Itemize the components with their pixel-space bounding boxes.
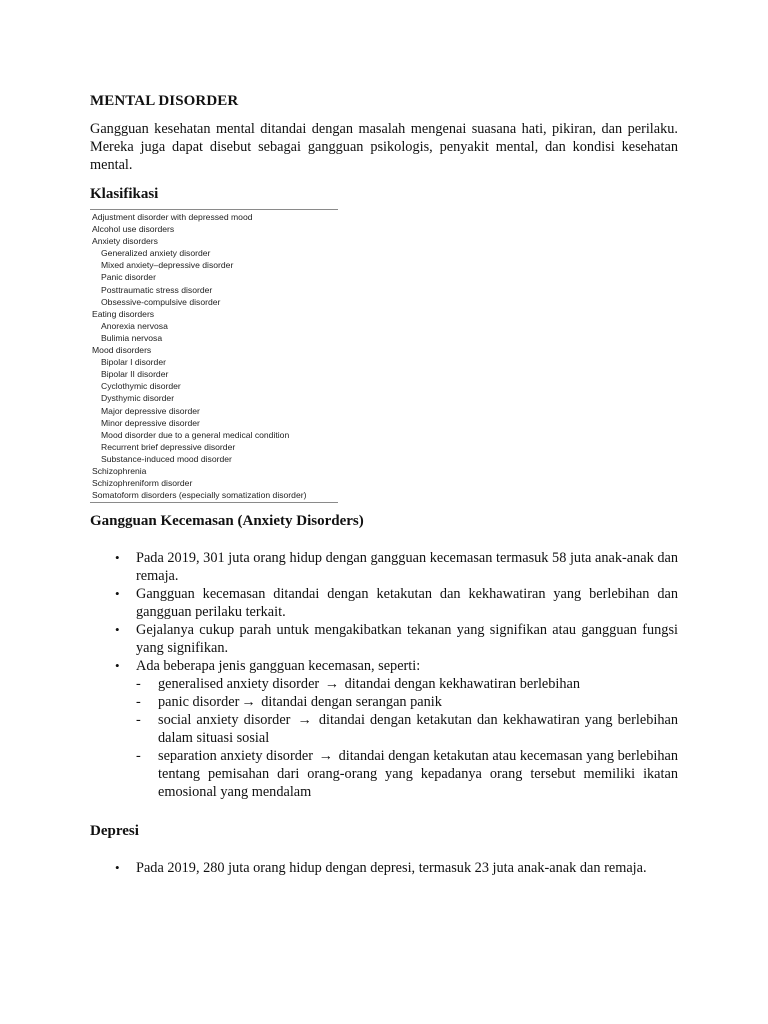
classification-subitem: Major depressive disorder	[101, 405, 200, 416]
bullet-icon: •	[115, 586, 120, 602]
anxiety-types-list	[136, 675, 678, 801]
list-item	[90, 585, 678, 621]
anxiety-type-item	[136, 711, 678, 747]
classification-subitem: Recurrent brief depressive disorder	[101, 441, 236, 452]
classification-item: Mood disorders	[92, 345, 152, 356]
dash-marker: -	[136, 712, 141, 729]
bullet-text: Gejalanya cukup parah untuk mengakibatkan tekanan yang signifikan atau gangguan fungsi yang signifikan.	[136, 622, 678, 657]
arrow-right-icon: →	[324, 676, 340, 693]
list-item	[90, 549, 678, 585]
anxiety-type-name: social anxiety disorder	[158, 712, 291, 729]
anxiety-type-description: ditandai dengan ketakutan atau kecemasan yang berlebihan tentang pemisahan dari orang-orang yang kepadanya orang tersebut memiliki ikatan emosional yang mendalam	[158, 748, 678, 801]
anxiety-type-description: ditandai dengan serangan panik	[261, 694, 442, 711]
dash-marker: -	[136, 694, 141, 711]
bullet-icon: •	[115, 622, 120, 638]
arrow-right-icon: →	[241, 694, 256, 711]
classification-subitem: Mood disorder due to a general medical condition	[101, 429, 290, 440]
classification-item: Anxiety disorders	[92, 236, 158, 247]
classification-table-image	[90, 209, 338, 503]
classification-subitem: Bulimia nervosa	[101, 332, 163, 343]
anxiety-bullet-list	[90, 549, 678, 801]
bullet-icon: •	[115, 658, 120, 674]
classification-subitem: Bipolar I disorder	[101, 357, 166, 368]
classification-subitem: Bipolar II disorder	[101, 369, 169, 380]
classification-item: Adjustment disorder with depressed mood	[92, 212, 253, 222]
classification-subitem: Substance-induced mood disorder	[101, 453, 232, 464]
anxiety-type-name: panic disorder	[158, 694, 240, 711]
anxiety-type-name: separation anxiety disorder	[158, 748, 313, 765]
classification-subitem: Cyclothymic disorder	[101, 381, 181, 392]
anxiety-type-item	[136, 747, 678, 801]
dash-marker: -	[136, 748, 141, 765]
arrow-right-icon: →	[318, 748, 333, 765]
bullet-icon: •	[115, 550, 120, 566]
classification-subitem: Dysthymic disorder	[101, 393, 175, 404]
bullet-icon: •	[115, 860, 120, 876]
classification-item: Schizophrenia	[92, 465, 147, 476]
bullet-text: Pada 2019, 301 juta orang hidup dengan gangguan kecemasan termasuk 58 juta anak-anak dan remaja.	[136, 550, 678, 585]
list-item	[90, 657, 678, 801]
anxiety-type-description: ditandai dengan kekhawatiran berlebihan	[344, 676, 581, 693]
classification-item: Alcohol use disorders	[92, 224, 175, 235]
classification-subitem: Posttraumatic stress disorder	[101, 284, 213, 295]
classification-item: Eating disorders	[92, 308, 155, 319]
classification-heading: Klasifikasi	[90, 186, 159, 202]
list-item	[90, 859, 678, 877]
bullet-text: Ada beberapa jenis gangguan kecemasan, seperti:	[136, 658, 421, 675]
document-title: MENTAL DISORDER	[90, 93, 239, 109]
classification-subitem: Minor depressive disorder	[101, 417, 200, 428]
classification-subitem: Anorexia nervosa	[101, 320, 168, 331]
arrow-right-icon: →	[297, 712, 312, 729]
document-content	[90, 93, 678, 877]
classification-subitem: Panic disorder	[101, 272, 156, 283]
depression-heading: Depresi	[90, 823, 139, 840]
depression-bullet-list	[90, 859, 678, 877]
classification-item: Schizophreniform disorder	[92, 478, 193, 489]
anxiety-type-description: ditandai dengan ketakutan dan kekhawatiran yang berlebihan dalam situasi sosial	[158, 712, 678, 747]
classification-subitem: Mixed anxiety–depressive disorder	[101, 260, 234, 271]
anxiety-type-name: generalised anxiety disorder	[158, 676, 320, 693]
classification-item: Somatoform disorders (especially somatization disorder)	[92, 490, 307, 501]
classification-subitem: Obsessive-compulsive disorder	[101, 296, 221, 307]
bullet-text: Pada 2019, 280 juta orang hidup dengan depresi, termasuk 23 juta anak-anak dan remaja.	[136, 860, 647, 877]
anxiety-heading: Gangguan Kecemasan (Anxiety Disorders)	[90, 513, 364, 530]
anxiety-type-item	[136, 693, 678, 711]
list-item	[90, 621, 678, 657]
bullet-text: Gangguan kecemasan ditandai dengan ketakutan dan kekhawatiran yang berlebihan dan gangguan perilaku terkait.	[136, 586, 678, 621]
dash-marker: -	[136, 676, 141, 693]
anxiety-type-item	[136, 675, 678, 693]
intro-paragraph: Gangguan kesehatan mental ditandai dengan masalah mengenai suasana hati, pikiran, dan perilaku. Mereka juga dapat disebut sebagai gangguan psikologis, penyakit mental, dan kondisi kesehatan mental.	[90, 121, 678, 173]
classification-subitem: Generalized anxiety disorder	[101, 248, 211, 259]
